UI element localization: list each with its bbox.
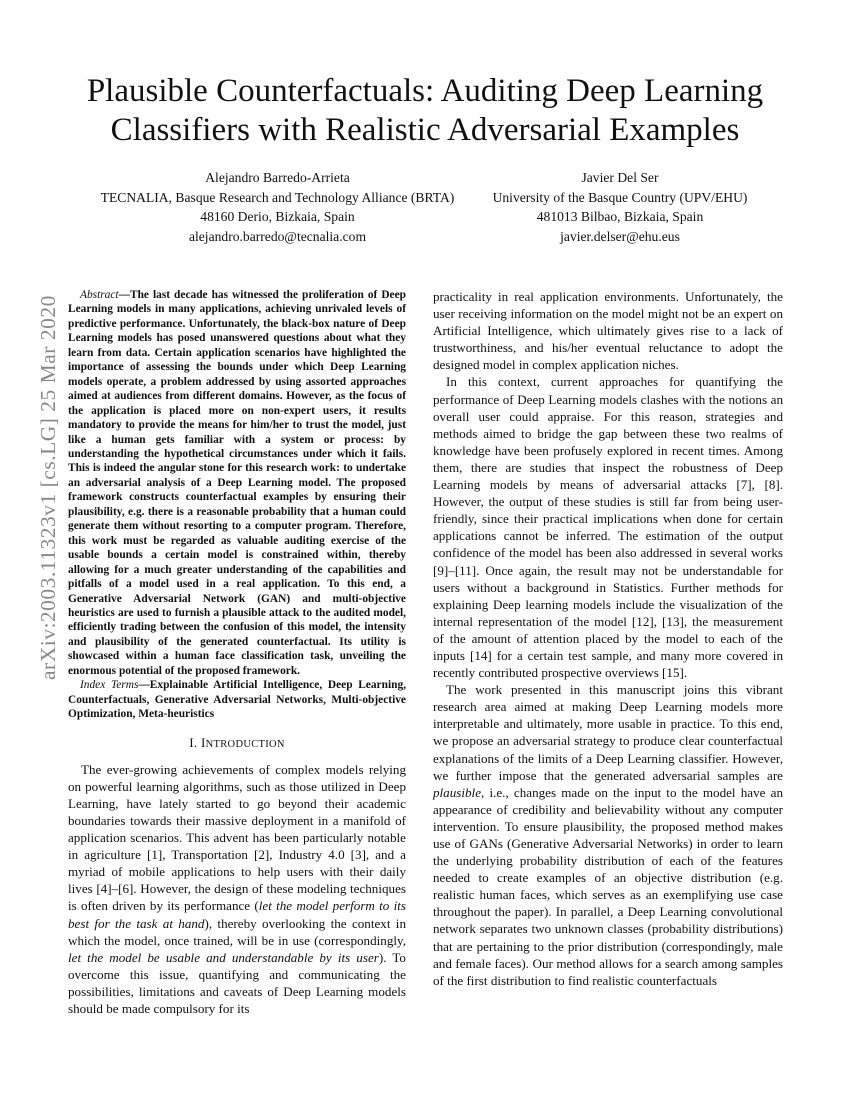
intro-emphasis-2: let the model be usable and understandable by its user xyxy=(68,949,379,965)
left-column xyxy=(68,288,406,1017)
author-name: Alejandro Barredo-Arrieta xyxy=(205,170,350,185)
section-title: NTRODUCTION xyxy=(205,738,285,750)
author-affiliation: TECNALIA, Basque Research and Technology Alliance (BRTA) xyxy=(100,189,455,205)
index-terms-label: Index Terms xyxy=(80,679,139,692)
intro-text-2: ), thereby overlooking the context in which the model, once trained, will be in use (correspondingly, xyxy=(68,915,406,948)
paper-title: Plausible Counterfactuals: Auditing Deep Learning Classifiers with Realistic Adversarial Examples xyxy=(86,73,764,148)
arxiv-sidebar xyxy=(20,290,60,680)
plausible-emphasis: plausible xyxy=(433,784,482,800)
index-terms-text: —Explainable Artificial Intelligence, Deep Learning, Counterfactuals, Generative Adversarial Networks, Multi-objective Optimization, Meta-heuristics xyxy=(68,679,406,721)
intro-text-1: The ever-growing achievements of complex models relying on powerful learning algorithms, such as those utilized in Deep Learning, have lately started to go beyond their academic boundaries towards their massive deployment in a manifold of application scenarios. This advent has been particularly notable in agriculture [1], Transportation [2], Industry 4.0 [3], and a myriad of mobile applications to help users with their daily lives [4]–[6]. However, the design of these modeling techniques is often driven by its performance ( xyxy=(68,761,406,914)
paragraph-context: In this context, current approaches for quantifying the performance of Deep Learning models clashes with the notions an overall user could appraise. For this reason, strategies and methods aimed to bridge the gap between these two realms of knowledge have been profusely explored in recent times. Among them, there are studies that inspect the robustness of Deep Learning models by means of adversarial attacks [7], [8]. However, the output of these studies is still far from being user-friendly, since their practical implications when done for certain applications cannot be inferred. The estimation of the output confidence of the model has been also addressed in several works [9]–[11]. Once again, the result may not be understandable for users without a background in Statistics. Further methods for explaining Deep learning models include the visualization of the internal representation of the model [12], [13], the measurement of the amount of attention placed by the model to each of the inputs [14] for a certain test sample, and many more covered in recently contributed prospective overviews [15]. xyxy=(433,374,783,681)
paragraph-contribution xyxy=(433,681,783,989)
intro-emphasis-1: let the model perform to its best for the task at hand xyxy=(68,898,406,931)
author-address: 48160 Derio, Bizkaia, Spain xyxy=(200,209,355,224)
author-affiliation: University of the Basque Country (UPV/EHU) xyxy=(492,189,748,205)
intro-paragraph-1 xyxy=(68,761,406,1017)
arxiv-identifier[interactable]: arXiv:2003.11323v1 [cs.LG] 25 Mar 2020 xyxy=(36,295,60,680)
contribution-text-2: , i.e., changes made on the input to the model have an appearance of credibility and believability without any computer intervention. To ensure plausibility, the proposed method makes use of GANs (Generative Adversarial Networks) in order to learn the underlying probability distribution of each of the features needed to create examples of an objective distribution (e.g. realistic human faces, which serves as an exemplifying use case throughout the paper). In parallel, a Deep Learning convolutional network separates two unknown classes (probability distributions) that are pertaining to the prior distribution (correspondingly, male and female faces). Our method allows for a search among samples of the first distribution to find realistic counterfactuals xyxy=(433,784,783,988)
right-column xyxy=(433,288,783,989)
section-number: I. I xyxy=(189,734,206,750)
paragraph-continued: practicality in real application environments. Unfortunately, the user receiving information on the model might not be an expert on Artificial Intelligence, which ultimately gives rise to a lack of trustworthiness, and his/her eventual reluctance to adopt the designed model in complex application niches. xyxy=(433,289,783,373)
author-name: Javier Del Ser xyxy=(581,170,659,185)
abstract-label: Abstract xyxy=(80,289,119,301)
author-block-2 xyxy=(480,168,760,246)
author-address: 481013 Bilbao, Bizkaia, Spain xyxy=(536,209,704,224)
abstract xyxy=(68,288,406,678)
author-block-1 xyxy=(75,168,480,246)
author-email[interactable]: alejandro.barredo@tecnalia.com xyxy=(188,228,367,244)
section-heading-introduction xyxy=(68,734,406,753)
intro-text-3: ). To overcome this issue, quantifying and communicating the possibilities, limitations and caveats of Deep Learning models should be made compulsory for its xyxy=(68,949,406,1016)
author-email[interactable]: javier.delser@ehu.eus xyxy=(560,228,680,244)
contribution-text-1: The work presented in this manuscript joins this vibrant research area aimed at making Deep Learning models more interpretable and ultimately, more usable in practice. To this end, we propose an adversarial strategy to produce clear counterfactual explanations of the limits of a Deep Learning classifier. However, we further impose that the generated adversarial samples are xyxy=(433,682,783,783)
index-terms xyxy=(68,678,406,721)
abstract-text: —The last decade has witnessed the proliferation of Deep Learning models in many applications, achieving unrivaled levels of predictive performance. Unfortunately, the black-box nature of Deep Learning models has posed unanswered questions about what they learn from data. Certain application scenarios have highlighted the importance of assessing the bounds under which Deep Learning models operate, a problem addressed by using assorted approaches aimed at audiences from different domains. However, as the focus of the application is placed more on non-expert users, it results mandatory to provide the means for him/her to trust the model, just like a human gets familiar with a system or process: by understanding the hypothetical circumstances under which it fails. This is indeed the angular stone for this research work: to undertake an adversarial analysis of a Deep Learning model. The proposed framework constructs counterfactual examples by ensuring their plausibility, e.g. there is a reasonable probability that a human could generate them without resorting to a computer program. Therefore, this work must be regarded as valuable auditing exercise of the usable bounds a certain model is constrained within, thereby allowing for a much greater understanding of the capabilities and pitfalls of a model used in a real application. To this end, a Generative Adversarial Network (GAN) and multi-objective heuristics are used to furnish a plausible attack to the audited model, efficiently trading between the confusion of this model, the intensity and plausibility of the generated counterfactual. Its utility is showcased within a human face classification task, unveiling the enormous potential of the proposed framework. xyxy=(68,289,406,677)
